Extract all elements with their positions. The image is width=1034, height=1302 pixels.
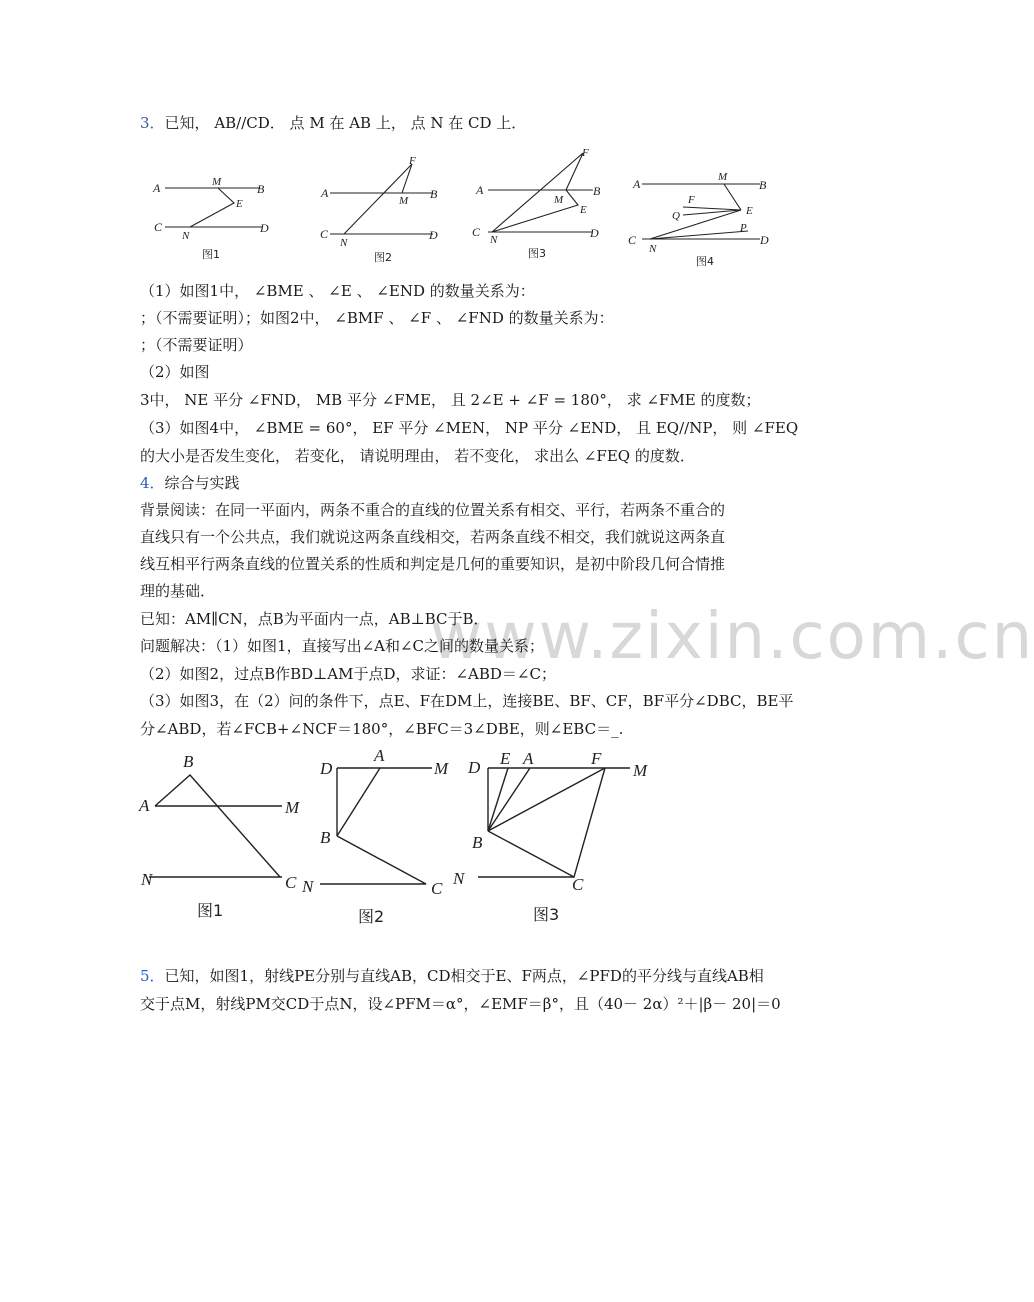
svg-text:A: A xyxy=(633,177,641,191)
q4-line-2: 直线只有一个公共点，我们就说这两条直线相交，若两条直线不相交，我们就说这两条直 xyxy=(140,528,726,546)
q3-figure-2 xyxy=(318,150,448,265)
svg-text:B: B xyxy=(593,184,601,198)
q4-caption-2: 图2 xyxy=(358,907,385,926)
q5-number: 5． xyxy=(140,967,165,985)
svg-text:M: M xyxy=(718,171,728,183)
svg-text:F: F xyxy=(582,147,589,159)
svg-text:C: C xyxy=(154,220,163,234)
q4-number: 4． xyxy=(140,474,165,492)
q4-line-5: 已知：AM∥CN，点B为平面内一点，AB⊥BC于B． xyxy=(140,610,489,628)
svg-text:M: M xyxy=(285,798,300,817)
svg-text:N: N xyxy=(453,869,465,888)
svg-text:Q: Q xyxy=(672,210,680,222)
svg-text:A: A xyxy=(523,749,534,768)
q4-figure-2 xyxy=(300,740,470,930)
svg-text:N: N xyxy=(490,234,498,246)
q4-figure-1 xyxy=(135,750,310,930)
svg-text:E: E xyxy=(500,749,511,768)
q3-caption-3: 图3 xyxy=(528,247,546,260)
svg-text:B: B xyxy=(183,752,194,771)
svg-text:F: F xyxy=(688,194,695,206)
svg-text:D: D xyxy=(320,759,333,778)
svg-text:B: B xyxy=(257,182,265,196)
svg-text:B: B xyxy=(320,828,331,847)
svg-text:M: M xyxy=(212,176,222,188)
q4-line-6: 问题解决：（1）如图1，直接写出∠A和∠C之间的数量关系； xyxy=(140,637,545,655)
q4-caption-3: 图3 xyxy=(533,905,560,924)
svg-text:D: D xyxy=(468,758,481,777)
svg-text:D: D xyxy=(760,233,769,247)
q3-line-7: 的大小是否发生变化， 若变化， 请说明理由， 若不变化， 求出么 ∠FEQ 的度数． xyxy=(140,447,695,465)
q4-line-1: 背景阅读：在同一平面内，两条不重合的直线的位置关系有相交、平行，若两条不重合的 xyxy=(140,501,726,519)
svg-text:E: E xyxy=(580,204,587,216)
q3-line-2: ；（不需要证明）；如图2中， ∠BMF 、 ∠F 、 ∠FND 的数量关系为： xyxy=(140,309,614,327)
q3-caption-2: 图2 xyxy=(374,251,392,264)
q4-line-4: 理的基础． xyxy=(140,582,216,600)
q3-line-3: ；（不需要证明） xyxy=(140,336,253,354)
svg-text:D: D xyxy=(429,228,438,242)
q4-title-row xyxy=(140,473,240,493)
svg-text:F: F xyxy=(591,749,602,768)
svg-text:F: F xyxy=(409,155,416,167)
svg-text:M: M xyxy=(399,195,409,207)
svg-text:M: M xyxy=(633,761,648,780)
q3-line-6: （3）如图4中， ∠BME = 60°， EF 平分 ∠MEN， NP 平分 ∠END， 且 EQ//NP， 则 ∠FEQ xyxy=(140,419,799,437)
svg-text:M: M xyxy=(554,194,564,206)
svg-text:C: C xyxy=(285,873,297,892)
q4-line-7: （2）如图2，过点B作BD⊥AM于点D，求证：∠ABD＝∠C； xyxy=(140,665,556,683)
q3-caption-4: 图4 xyxy=(696,255,714,268)
q3-number: 3． xyxy=(140,114,165,132)
q3-line-4: （2）如图 xyxy=(140,363,210,381)
svg-text:D: D xyxy=(260,221,269,235)
svg-text:A: A xyxy=(476,183,484,197)
svg-text:M: M xyxy=(434,759,449,778)
svg-text:C: C xyxy=(320,227,329,241)
q3-figure-4 xyxy=(628,165,778,270)
watermark: www.zixin.com.cn xyxy=(430,600,1034,674)
svg-text:C: C xyxy=(431,879,443,898)
q3-figure-1 xyxy=(150,150,280,265)
q5-line-1-row xyxy=(140,966,764,986)
svg-text:C: C xyxy=(572,875,584,894)
svg-text:N: N xyxy=(649,243,657,255)
q4-line-8: （3）如图3，在（2）问的条件下，点E、F在DM上，连接BE、BF、CF，BF平分∠DBC，BE平 xyxy=(140,692,794,710)
svg-text:C: C xyxy=(472,225,481,239)
q4-line-9: 分∠ABD，若∠FCB+∠NCF＝180°，∠BFC＝3∠DBE，则∠EBC＝_. xyxy=(140,720,624,738)
q3-line-5: 3中， NE 平分 ∠FND， MB 平分 ∠FME， 且 2∠E + ∠F = 180°， 求 ∠FME 的度数； xyxy=(140,391,761,409)
q5-line-2: 交于点M，射线PM交CD于点N，设∠PFM＝α°，∠EMF＝β°，且（40－ 2α）²＋|β－ 20|＝0 xyxy=(140,995,781,1013)
svg-text:N: N xyxy=(182,230,190,242)
svg-text:A: A xyxy=(374,746,385,765)
svg-text:P: P xyxy=(740,222,747,234)
svg-text:A: A xyxy=(139,796,150,815)
svg-text:D: D xyxy=(590,226,599,240)
svg-text:E: E xyxy=(746,205,753,217)
svg-text:N: N xyxy=(141,870,153,889)
q4-title: 综合与实践 xyxy=(164,474,240,492)
q4-figure-3 xyxy=(450,740,660,930)
svg-text:N: N xyxy=(340,237,348,249)
svg-text:B: B xyxy=(472,833,483,852)
q4-line-3: 线互相平行两条直线的位置关系的性质和判定是几何的重要知识，是初中阶段几何合情推 xyxy=(140,555,726,573)
svg-text:B: B xyxy=(759,178,767,192)
q5-line-1: 已知，如图1，射线PE分别与直线AB，CD相交于E、F两点，∠PFD的平分线与直线AB相 xyxy=(164,967,764,985)
svg-text:B: B xyxy=(430,187,438,201)
q3-figure-3 xyxy=(468,145,608,265)
svg-text:C: C xyxy=(628,233,637,247)
q3-line-1: （1）如图1中， ∠BME 、 ∠E 、 ∠END 的数量关系为： xyxy=(140,282,535,300)
svg-text:A: A xyxy=(321,186,329,200)
q4-caption-1: 图1 xyxy=(197,901,224,920)
svg-text:A: A xyxy=(153,181,161,195)
q3-stem-row xyxy=(140,113,526,133)
q3-stem: 已知， AB//CD． 点 M 在 AB 上， 点 N 在 CD 上． xyxy=(164,114,527,132)
svg-text:N: N xyxy=(302,877,314,896)
q3-caption-1: 图1 xyxy=(202,248,220,261)
svg-text:E: E xyxy=(236,198,243,210)
